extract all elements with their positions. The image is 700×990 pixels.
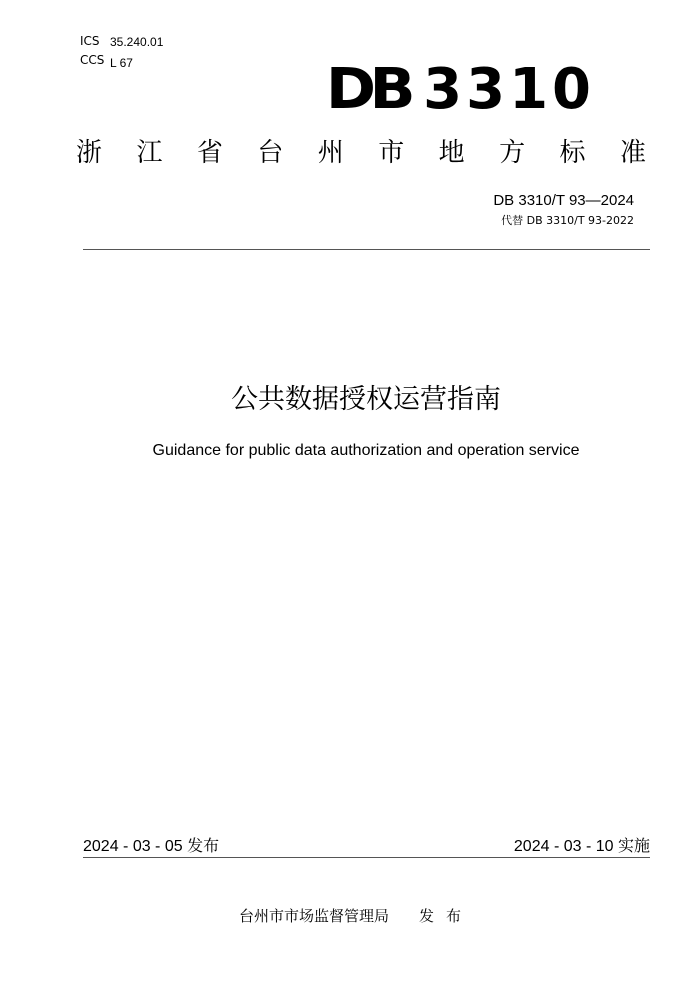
implement-label: 实施 <box>617 836 650 855</box>
authority-char: 省 <box>196 138 223 168</box>
publish-date <box>83 836 219 857</box>
authority-char: 准 <box>619 138 646 168</box>
document-title-chinese: 公共数据授权运营指南 <box>231 384 501 415</box>
issuer-name: 台州市市场监督管理局 <box>239 907 390 925</box>
authority-char: 方 <box>499 138 526 168</box>
replaces-standard: 代替 DB 3310/T 93-2022 <box>501 214 634 227</box>
authority-char: 台 <box>257 138 284 168</box>
issuer <box>239 906 473 926</box>
implement-date <box>514 836 650 857</box>
authority-char: 浙 <box>76 138 103 168</box>
authority-char: 标 <box>559 138 586 168</box>
publish-date-value: 2024 - 03 - 05 <box>83 838 183 855</box>
authority-char: 州 <box>317 138 344 168</box>
implement-date-value: 2024 - 03 - 10 <box>513 838 614 855</box>
ics-value: 35.240.01 <box>110 35 164 49</box>
authority-char: 江 <box>136 138 163 168</box>
authority-char: 地 <box>438 138 465 168</box>
publish-label: 发布 <box>187 836 220 855</box>
ics-label: ICS <box>80 34 100 48</box>
standard-number: DB 3310/T 93—2024 <box>493 192 634 209</box>
issuer-action: 发布 <box>419 907 474 925</box>
db-logo <box>325 57 595 122</box>
authority-char: 市 <box>378 138 405 168</box>
footer-divider <box>83 857 650 858</box>
document-title-english: Guidance for public data authorization and operation service <box>152 442 580 459</box>
header-divider <box>83 249 650 250</box>
issuing-authority-title <box>76 136 646 170</box>
db-logo-code: 3310 <box>423 57 595 122</box>
ccs-label: CCS <box>80 53 105 67</box>
db-logo-prefix: DB <box>325 57 410 122</box>
ccs-value: L 67 <box>110 56 133 70</box>
